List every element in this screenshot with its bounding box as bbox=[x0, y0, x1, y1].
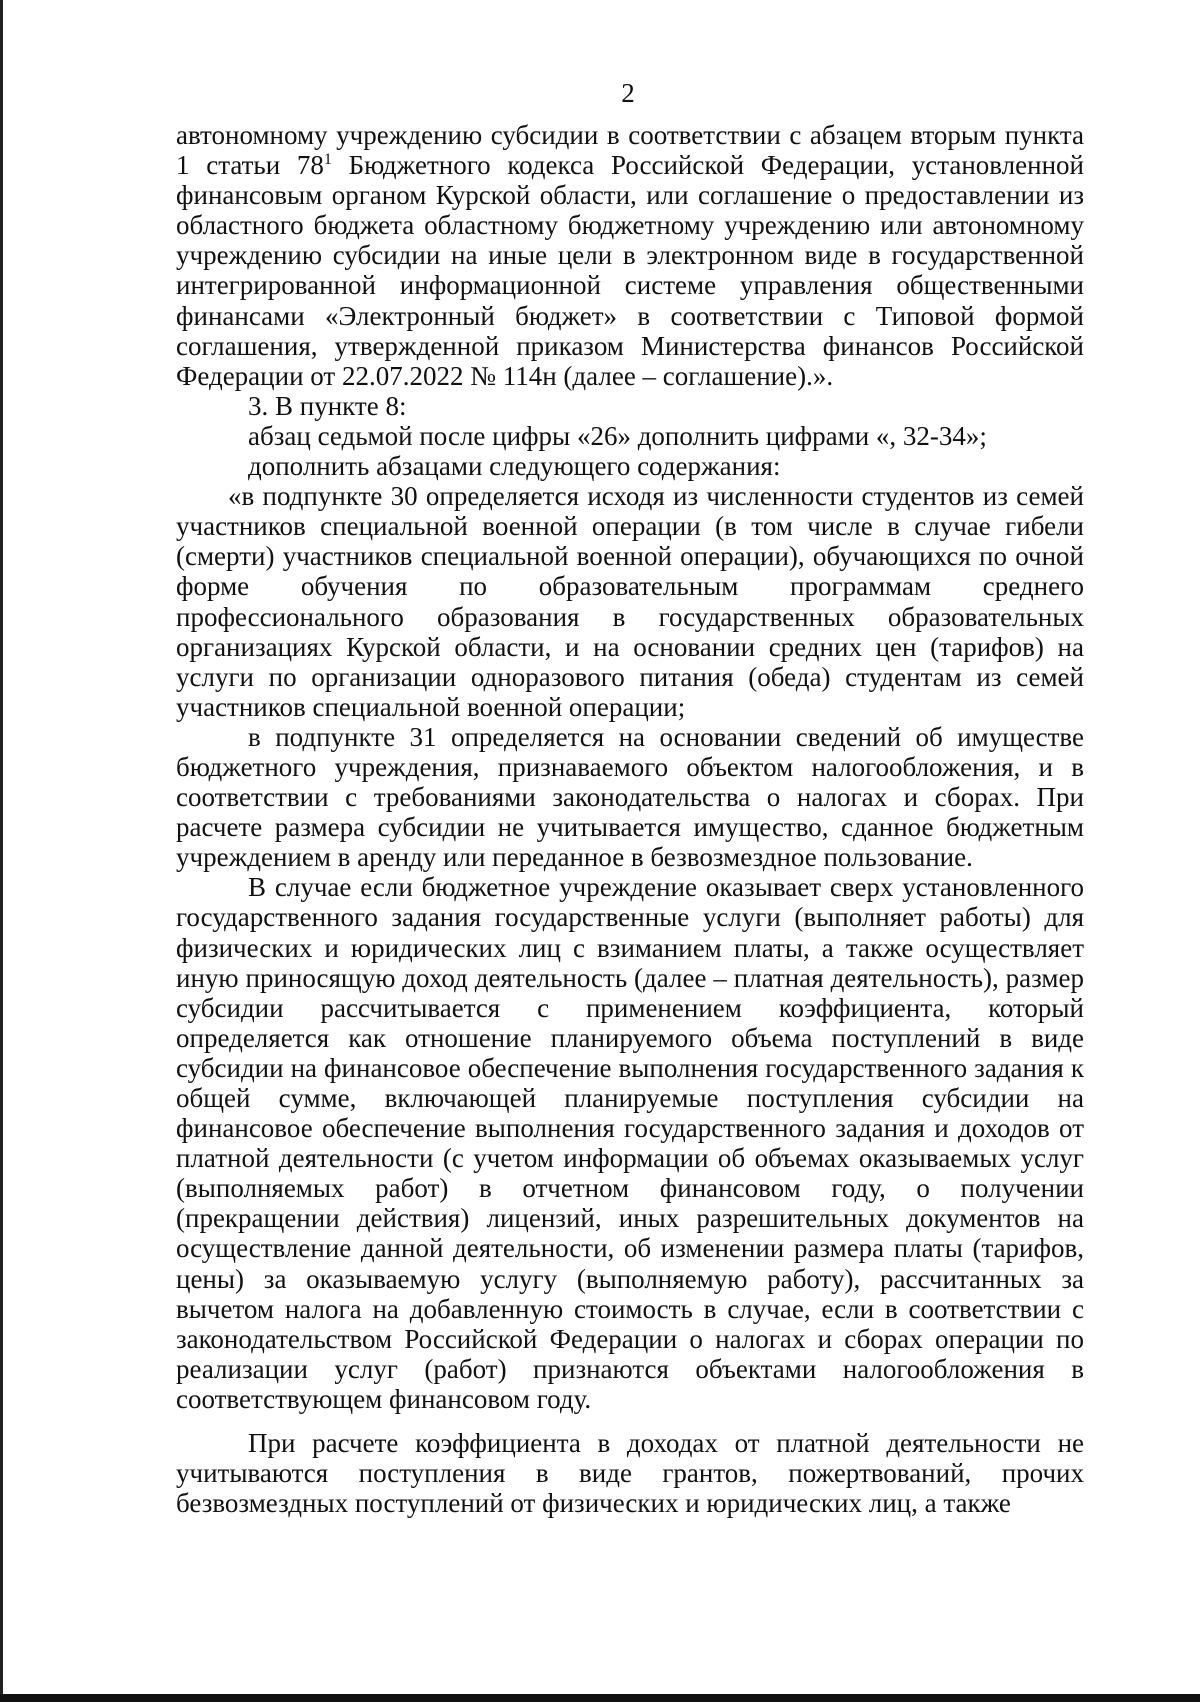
paragraph-coefficient: При расчете коэффициента в доходах от платной деятельности не учитываются поступления в виде грантов, пожертвований, прочих безвозмездных поступлений от физических и юридических лиц, а также bbox=[176, 1428, 1084, 1519]
paragraph-item-3: 3. В пункте 8: bbox=[248, 390, 407, 421]
paragraph-text: Бюджетного кодекса Российской Федерации, установленной финансовым органом Курской области, или соглашение о предоставлении из областного бюджета областному бюджетному учреждению или автономному учреждению субсидии на иные цели в электронном виде в государственной интегрированной информационной системе управления общественными финансами «Электронный бюджет» в соответствии с Типовой формой соглашения, утвержденной приказом Министерства финансов Российской Федерации от 22.07.2022 № 114н (далее – соглашение).». bbox=[176, 150, 1084, 391]
scan-bottom-edge bbox=[0, 1694, 1200, 1702]
document-body bbox=[176, 120, 1084, 1518]
superscript: 1 bbox=[323, 151, 332, 169]
paragraph-subitem-31: в подпункте 31 определяется на основании сведений об имуществе бюджетного учреждения, признаваемого объектом налогообложения, и в соответствии с требованиями законодательства о налогах и сборах. При расчете размера субсидии не учитывается имущество, сданное бюджетным учреждением в аренду или переданное в безвозмездное пользование. bbox=[176, 721, 1084, 873]
paragraph-subitem-30: «в подпункте 30 определяется исходя из численности студентов из семей участников специальной военной операции (в том числе в случае гибели (смерти) участников специальной военной операции), обучающихся по очной форме обучения по образовательным программам среднего профессионального образования в государственных образовательных организациях Курской области, и на основании средних цен (тарифов) на услуги по организации одноразового питания (обеда) студентам из семей участников специальной военной операции; bbox=[176, 481, 1084, 722]
paragraph-paid-activity: В случае если бюджетное учреждение оказывает сверх установленного государственного задания государственные услуги (выполняет работы) для физических и юридических лиц с взиманием платы, а также осуществляет иную приносящую доход деятельность (далее – платная деятельность), размер субсидии рассчитывается с применением коэффициента, который определяется как отношение планируемого объема поступлений в виде субсидии на финансовое обеспечение выполнения государственного задания к общей сумме, включающей планируемые поступления субсидии на финансовое обеспечение выполнения государственного задания и доходов от платной деятельности (с учетом информации об объемах оказываемых услуг (выполняемых работ) в отчетном финансовом году, о получении (прекращении действия) лицензий, иных разрешительных документов на осуществление данной деятельности, об изменении размера платы (тарифов, цены) за оказываемую услугу (выполняемую работу), рассчитанных за вычетом налога на добавленную стоимость в случае, если в соответствии с законодательством Российской Федерации о налогах и сборах операции по реализации услуг (работ) признаются объектами налогообложения в соответствующем финансовом году. bbox=[176, 872, 1084, 1414]
paragraph-text: автономному учреждению субсидии в соответствии с абзацем вторым пункта 1 статьи 78 bbox=[176, 120, 1084, 181]
scan-left-edge bbox=[0, 0, 3, 1702]
paragraph-amend-seventh: абзац седьмой после цифры «26» дополнить цифрами «, 32-34»; bbox=[248, 420, 987, 451]
page-number: 2 bbox=[621, 78, 635, 108]
paragraph-add-intro: дополнить абзацами следующего содержания: bbox=[248, 451, 781, 482]
paragraph-continuation bbox=[176, 120, 1084, 391]
